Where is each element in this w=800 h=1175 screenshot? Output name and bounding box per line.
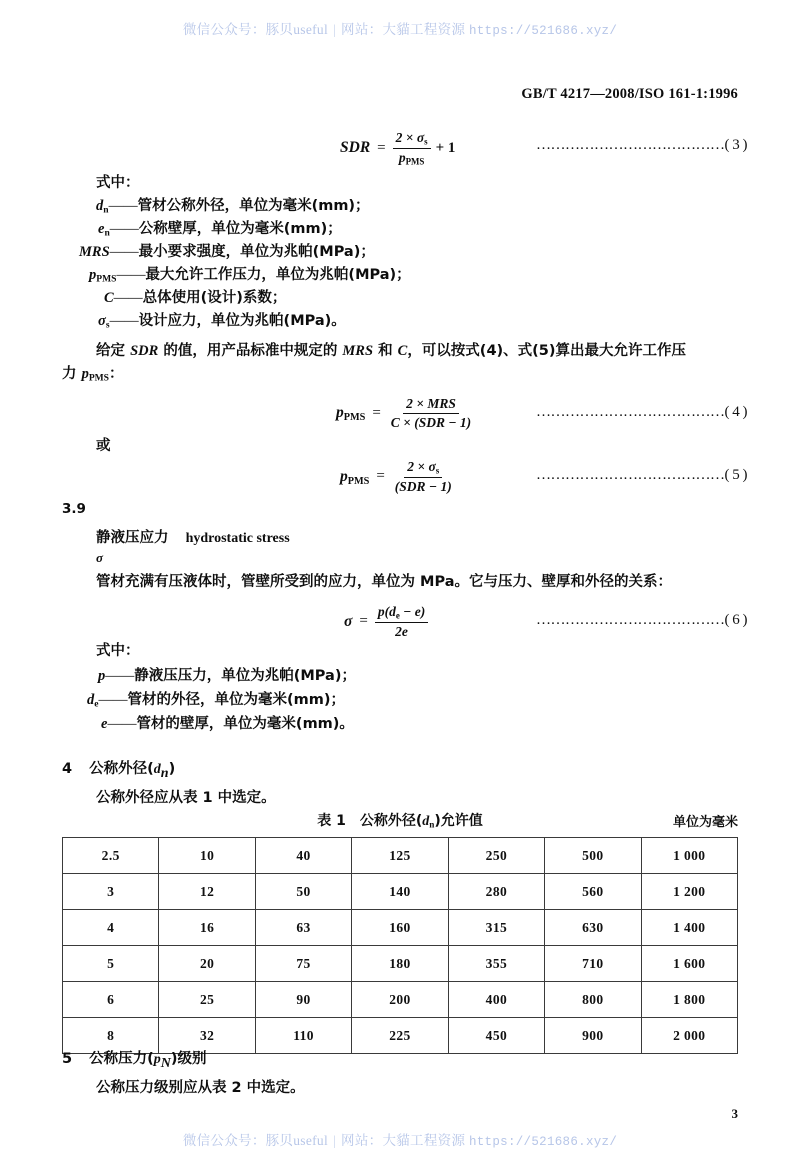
table-cell: 5	[63, 946, 159, 982]
table-cell: 400	[448, 982, 544, 1018]
defs-2-item-1-symbol-sub: e	[94, 698, 99, 710]
defs-1-item-3-symbol-sub: PMS	[96, 273, 117, 285]
equation-3-number: ( 3 )	[724, 137, 747, 153]
table-cell: 280	[448, 874, 544, 910]
section-4-title-symbol-sub: n	[160, 765, 169, 781]
table-cell: 800	[545, 982, 641, 1018]
equation-5-dots: …………………………………	[536, 467, 725, 483]
equation-3-denominator-text: p	[398, 149, 406, 165]
equation-5-number: ( 5 )	[724, 467, 747, 483]
psdr-l2-p: p	[81, 366, 89, 382]
equation-5	[340, 459, 455, 495]
defs-1-item-0-text: 管材公称外径，单位为毫米(mm)；	[137, 198, 370, 214]
defs-1-item-0-dash	[109, 198, 138, 214]
equation-3-fraction	[393, 130, 431, 167]
equation-6-fraction	[375, 604, 428, 640]
defs-2-item-1-dash	[99, 692, 128, 708]
equation-6	[344, 604, 428, 640]
psdr-l2-p-sub: PMS	[88, 372, 109, 384]
defs-1-item-5-symbol-sub: s	[105, 319, 110, 331]
table-1-nominal-outside-diameters	[62, 837, 738, 1054]
equation-6-equals: =	[359, 613, 368, 630]
table-cell: 900	[545, 1018, 641, 1054]
psdr-l1-sdr: SDR	[130, 343, 159, 359]
section-3-9-definition: 管材充满有压液体时，管壁所受到的应力，单位为 MPa。它与压力、壁厚和外径的关系：	[96, 574, 672, 590]
equation-4-lhs	[336, 404, 365, 423]
equation-6-denominator: 2e	[395, 623, 408, 639]
defs-1-item-2-dash	[110, 244, 139, 260]
table-cell: 40	[255, 838, 351, 874]
defs-1-item-3	[89, 265, 411, 287]
table-cell: 500	[545, 838, 641, 874]
section-5-title-a: 公称压力(	[89, 1051, 154, 1067]
table-1-caption-text-a: 公称外径(	[359, 813, 423, 829]
table-1-caption-symbol: d	[422, 814, 430, 829]
equation-3-equals: =	[377, 139, 386, 156]
table-cell: 200	[352, 982, 448, 1018]
table-cell: 12	[159, 874, 255, 910]
defs-1-item-1-text: 公称壁厚，单位为毫米(mm)；	[138, 221, 342, 237]
watermark-site-label-bottom: 网站：大貓工程资源	[341, 1133, 466, 1148]
table-cell: 6	[63, 982, 159, 1018]
equation-3-denominator-sub: PMS	[405, 156, 425, 167]
equation-5-leader	[536, 467, 747, 484]
table-cell: 180	[352, 946, 448, 982]
defs-1-item-0-symbol-sub: n	[103, 204, 109, 216]
table-cell: 10	[159, 838, 255, 874]
section-5-heading	[62, 1047, 207, 1072]
defs-2-item-2-dash	[107, 716, 136, 732]
defs-1-item-2-text: 最小要求强度，单位为兆帕(MPa)；	[138, 244, 375, 260]
defs-1-item-5-text: 设计应力，单位为兆帕(MPa)。	[138, 313, 346, 329]
defs-1-item-3-text: 最大允许工作压力，单位为兆帕(MPa)；	[145, 267, 411, 283]
section-3-9-heading	[96, 526, 290, 547]
equation-5-lhs	[340, 468, 369, 487]
equation-5-numerator	[404, 459, 442, 478]
equation-5-lhs-sub: PMS	[347, 475, 370, 487]
equation-4-dots: …………………………………	[536, 404, 725, 420]
equation-6-numerator	[375, 604, 428, 623]
table-row	[63, 874, 738, 910]
section-5-title	[89, 1051, 207, 1071]
table-cell: 4	[63, 910, 159, 946]
table-cell: 32	[159, 1018, 255, 1054]
table-1-caption-label: 表 1	[317, 813, 346, 829]
watermark-url: https://521686.xyz/	[468, 24, 618, 38]
watermark-url-bottom: https://521686.xyz/	[468, 1135, 618, 1149]
section-4-title-b: )	[168, 761, 176, 777]
defs-1-item-4-symbol: C	[104, 290, 114, 306]
watermark-bottom	[0, 1129, 800, 1149]
table-cell: 2.5	[63, 838, 159, 874]
section-4-body: 公称外径应从表 1 中选定。	[96, 790, 276, 806]
defs-1-item-5-dash	[110, 313, 139, 329]
equation-6-numerator-text: p(d	[377, 604, 396, 619]
table-cell: 50	[255, 874, 351, 910]
table-cell: 1 400	[641, 910, 737, 946]
defs-2-item-1-text: 管材的外径，单位为毫米(mm)；	[127, 692, 345, 708]
equation-4-equals: =	[372, 404, 381, 421]
defs-2-item-0-symbol: p	[98, 668, 106, 684]
psdr-l1-mrs: MRS	[342, 343, 374, 359]
equation-4-numerator: 2 × MRS	[403, 396, 459, 414]
defs-1-item-0-symbol: d	[96, 198, 104, 214]
section-5-body: 公称压力级别应从表 2 中选定。	[96, 1080, 305, 1096]
equation-3-numerator-text: 2 × σ	[395, 130, 425, 145]
psdr-l2-a: 力	[62, 366, 82, 382]
equation-6-dots: …………………………………	[536, 612, 725, 628]
page-number: 3	[731, 1106, 738, 1121]
defs-2-item-2	[101, 714, 354, 735]
section-4-title-a: 公称外径(	[89, 761, 154, 777]
defs-2-item-0-text: 静液压压力，单位为兆帕(MPa)；	[134, 668, 356, 684]
table-cell: 225	[352, 1018, 448, 1054]
psdr-l2-b: ：	[109, 366, 124, 382]
defs-1-item-1-symbol: e	[98, 221, 105, 237]
watermark-site-label: 网站：大貓工程资源	[341, 22, 466, 37]
table-cell: 20	[159, 946, 255, 982]
defs-1-item-2	[79, 242, 375, 263]
table-cell: 75	[255, 946, 351, 982]
table-cell: 2 000	[641, 1018, 737, 1054]
table-1-caption-symbol-sub: n	[429, 819, 435, 830]
psdr-l1-c: 和	[373, 343, 398, 359]
table-cell: 1 200	[641, 874, 737, 910]
watermark-top	[0, 18, 800, 38]
table-cell: 450	[448, 1018, 544, 1054]
defs-1-item-4-text: 总体使用(设计)系数；	[142, 290, 287, 306]
table-cell: 355	[448, 946, 544, 982]
equation-3-numerator-sub: s	[424, 136, 428, 147]
defs-1-item-1-dash	[110, 221, 139, 237]
table-cell: 560	[545, 874, 641, 910]
equation-4-fraction	[388, 396, 474, 431]
equation-4	[336, 396, 474, 431]
section-3-9-title-cn: 静液压应力	[96, 530, 169, 546]
section-4-title	[89, 761, 176, 781]
defs-1-item-5	[98, 311, 346, 333]
equation-5-numerator-text: 2 × σ	[407, 459, 436, 474]
defs-1-item-1-symbol-sub: n	[104, 227, 110, 239]
equation-6-numerator-sub: e	[395, 610, 400, 621]
watermark-separator-bottom: |	[333, 1133, 337, 1148]
table-1-body	[63, 838, 738, 1054]
equation-3-leader	[536, 137, 747, 154]
equation-3-dots: …………………………………	[536, 137, 725, 153]
equation-3-tail: + 1	[435, 139, 456, 156]
equation-5-equals: =	[376, 468, 385, 485]
section-5-title-symbol: p	[153, 1052, 161, 1067]
table-cell: 250	[448, 838, 544, 874]
defs-1-item-5-symbol: σ	[98, 313, 106, 329]
defs-2-lead: 式中：	[96, 643, 140, 659]
defs-1-item-1	[98, 219, 342, 241]
table-cell: 710	[545, 946, 641, 982]
table-cell: 1 800	[641, 982, 737, 1018]
equation-6-lhs: σ	[344, 612, 353, 630]
equation-4-lhs-sub: PMS	[343, 411, 366, 423]
defs-1-lead: 式中：	[96, 175, 140, 191]
equation-5-lhs-text: p	[340, 467, 348, 485]
table-row	[63, 910, 738, 946]
defs-1-item-2-symbol: MRS	[79, 244, 110, 260]
equation-3	[340, 130, 455, 167]
table-cell: 90	[255, 982, 351, 1018]
psdr-l1-csym: C	[397, 343, 408, 359]
equation-6-number: ( 6 )	[724, 612, 747, 628]
defs-2-item-2-symbol: e	[101, 716, 108, 732]
section-4-number: 4	[62, 761, 73, 777]
table-cell: 16	[159, 910, 255, 946]
table-row	[63, 982, 738, 1018]
equation-3-lhs: SDR	[340, 139, 371, 157]
psdr-l1-b: 的值，用产品标准中规定的	[158, 343, 343, 359]
or-connector: 或	[96, 438, 111, 454]
defs-1-item-3-symbol: p	[89, 267, 97, 283]
table-cell: 25	[159, 982, 255, 1018]
table-1-unit-note: 单位为毫米	[672, 815, 738, 830]
table-row	[63, 838, 738, 874]
defs-1-item-3-dash	[116, 267, 145, 283]
standard-id-header: GB/T 4217—2008/ISO 161-1:1996	[521, 86, 738, 102]
table-cell: 315	[448, 910, 544, 946]
equation-6-leader	[536, 612, 747, 629]
table-1-caption-text-b: )允许值	[434, 813, 483, 829]
table-cell: 110	[255, 1018, 351, 1054]
psdr-l1-d: ，可以按式(4)、式(5)算出最大允许工作压	[407, 343, 686, 359]
section-3-9-number: 3.9	[62, 501, 86, 517]
section-3-9-symbol: σ	[96, 550, 104, 565]
table-cell: 63	[255, 910, 351, 946]
defs-1-item-4-dash	[114, 290, 143, 306]
watermark-prefix-bottom: 微信公众号：豚贝useful	[182, 1133, 329, 1148]
defs-1-item-0	[96, 196, 370, 218]
section-3-9-title-en: hydrostatic stress	[185, 531, 290, 546]
defs-1-item-4	[104, 288, 286, 309]
table-cell: 3	[63, 874, 159, 910]
equation-5-numerator-sub: s	[435, 465, 440, 476]
equation-3-denominator	[396, 149, 428, 167]
equation-5-fraction	[392, 459, 455, 495]
equation-4-number: ( 4 )	[724, 404, 747, 420]
equation-6-numerator-rest: − e)	[399, 604, 426, 619]
table-cell: 8	[63, 1018, 159, 1054]
equation-3-numerator	[393, 130, 431, 149]
table-cell: 160	[352, 910, 448, 946]
psdr-l1-a: 给定	[96, 343, 131, 359]
watermark-prefix: 微信公众号：豚贝useful	[182, 22, 329, 37]
defs-2-item-0-dash	[105, 668, 134, 684]
equation-4-leader	[536, 404, 747, 421]
section-4-heading	[62, 757, 175, 782]
section-5-title-b: )级别	[170, 1051, 207, 1067]
table-cell: 140	[352, 874, 448, 910]
equation-5-denominator: (SDR − 1)	[394, 478, 452, 494]
equation-4-denominator: C × (SDR − 1)	[390, 414, 472, 430]
equation-4-lhs-text: p	[336, 403, 344, 421]
paragraph-given-sdr-line-1	[96, 341, 686, 362]
table-cell: 1 000	[641, 838, 737, 874]
section-4-title-symbol: d	[153, 762, 161, 777]
watermark-separator: |	[333, 22, 337, 37]
table-cell: 125	[352, 838, 448, 874]
paragraph-given-sdr-line-2	[62, 364, 124, 386]
defs-2-item-1	[87, 690, 345, 712]
section-5-number: 5	[62, 1051, 73, 1067]
defs-2-item-1-symbol: d	[87, 692, 95, 708]
table-row	[63, 946, 738, 982]
defs-2-item-0	[98, 666, 356, 687]
table-cell: 630	[545, 910, 641, 946]
section-5-title-symbol-sub: N	[160, 1055, 171, 1071]
table-cell: 1 600	[641, 946, 737, 982]
defs-2-item-2-text: 管材的壁厚，单位为毫米(mm)。	[136, 716, 354, 732]
